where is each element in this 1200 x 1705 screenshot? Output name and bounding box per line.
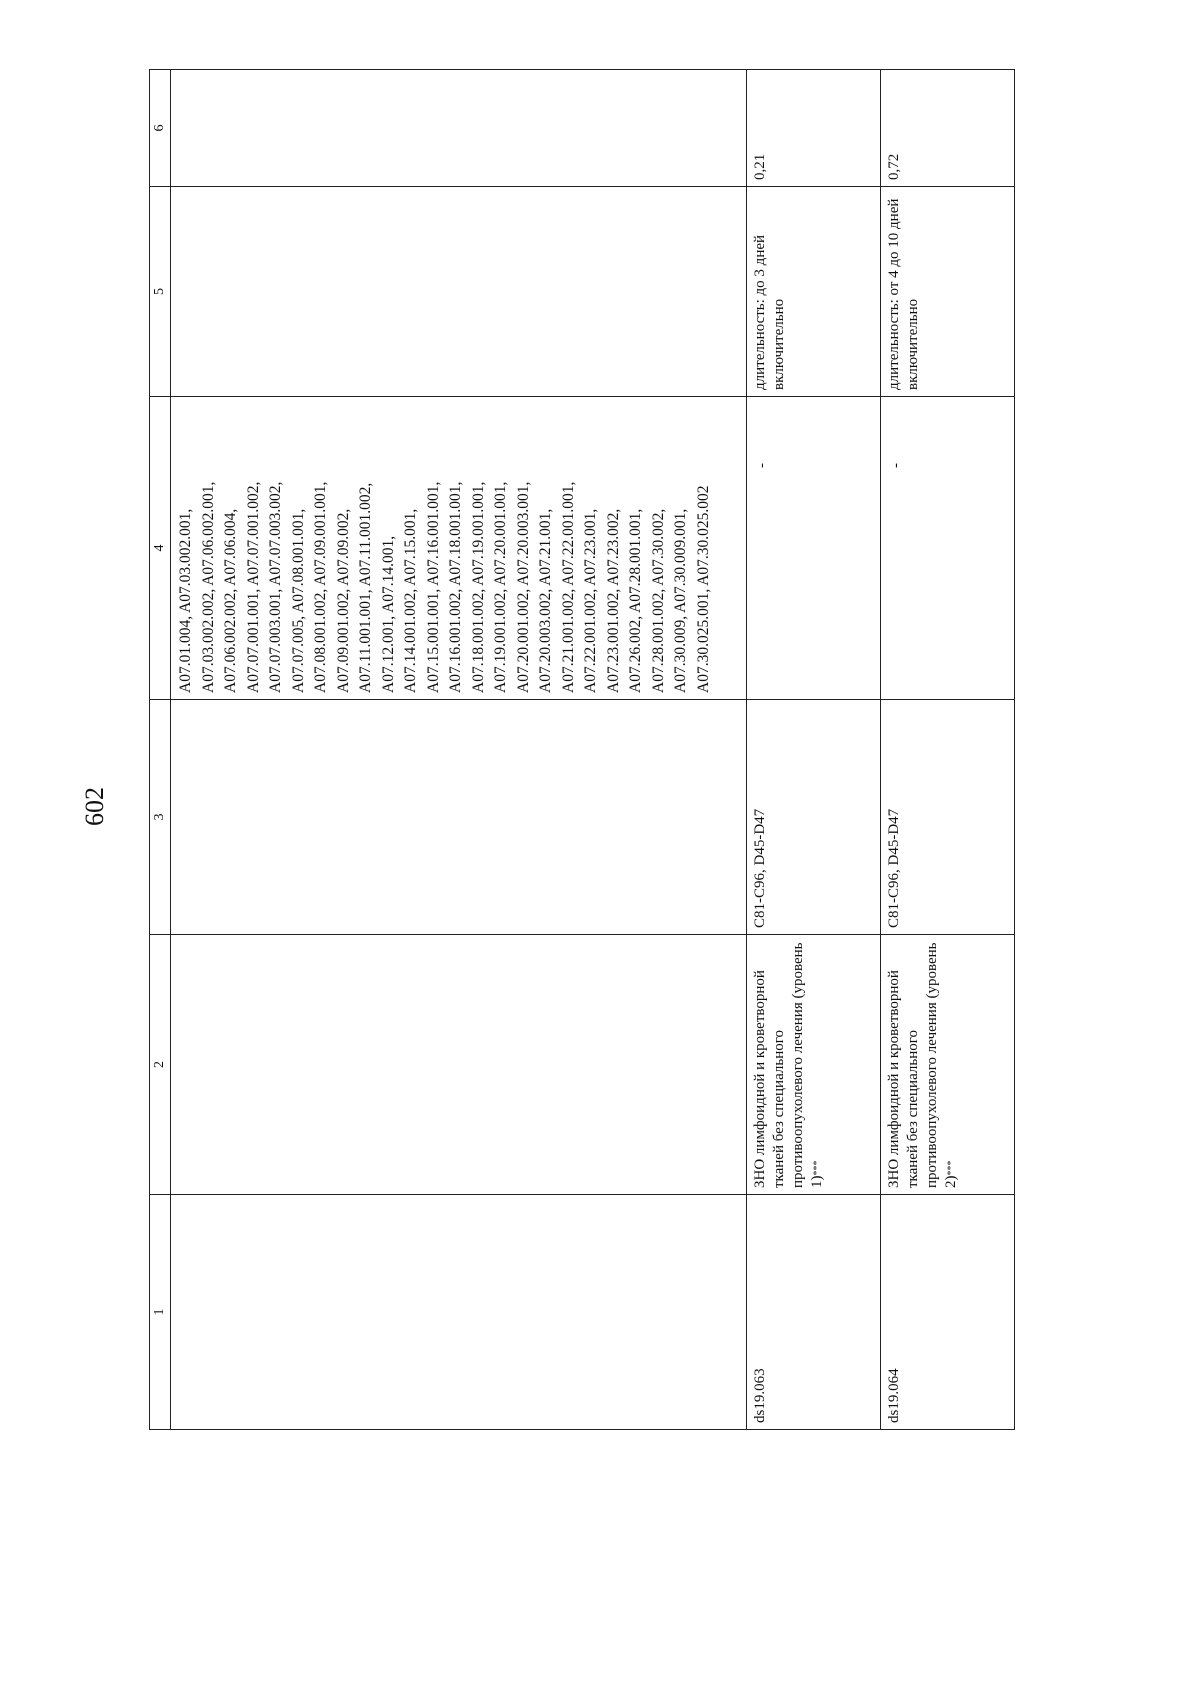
table-cell bbox=[171, 935, 747, 1195]
code-line: A07.22.001.002, A07.23.001, bbox=[582, 508, 599, 693]
code-line: A07.21.001.002, A07.22.001.001, bbox=[559, 481, 577, 693]
group-name-cell bbox=[881, 935, 1015, 1195]
coefficient-cell: 0,21 bbox=[747, 70, 881, 187]
code-line: A07.11.001.001, A07.11.001.002, bbox=[357, 482, 374, 693]
group-name: ЗНО лимфоидной и кроветворной тканей без специального противоопухолевого лечения (уровень 1) bbox=[752, 942, 825, 1188]
code-line: A07.30.009, A07.30.009.001, bbox=[672, 508, 689, 693]
code-line: A07.06.002.002, A07.06.004, bbox=[222, 508, 239, 693]
code-line: A07.26.002, A07.28.001.001, bbox=[627, 508, 644, 693]
code-line: A07.14.001.002, A07.15.001, bbox=[402, 508, 419, 693]
code-line: A07.09.001.002, A07.09.002, bbox=[334, 508, 352, 693]
header-cell: 1 bbox=[150, 1195, 171, 1430]
table-row bbox=[171, 70, 747, 1430]
header-cell: 3 bbox=[150, 700, 171, 935]
code-line: A07.08.001.002, A07.09.001.001, bbox=[312, 481, 329, 693]
group-code-cell: ds19.063 bbox=[747, 1195, 881, 1430]
group-name-cell bbox=[747, 935, 881, 1195]
code-line: A07.07.005, A07.08.001.001, bbox=[289, 508, 307, 693]
table-cell bbox=[171, 1195, 747, 1430]
header-cell: 6 bbox=[150, 70, 171, 187]
code-line: A07.23.001.002, A07.23.002, bbox=[604, 508, 622, 693]
code-line: A07.03.002.002, A07.06.002.001, bbox=[199, 481, 217, 693]
services-cell bbox=[747, 397, 881, 700]
code-line: A07.07.003.001, A07.07.003.002, bbox=[267, 481, 284, 693]
code-line: A07.01.004, A07.03.002.001, bbox=[177, 508, 194, 693]
table-row bbox=[881, 70, 1015, 1430]
code-line: A07.30.025.001, A07.30.025.002 bbox=[694, 485, 712, 693]
mkb-codes-cell: C81-C96, D45-D47 bbox=[881, 700, 1015, 935]
footnote-mark: *** bbox=[812, 1160, 823, 1176]
group-code-cell: ds19.064 bbox=[881, 1195, 1015, 1430]
header-row bbox=[150, 70, 171, 1430]
code-line: A07.07.001.001, A07.07.001.002, bbox=[244, 481, 262, 693]
criteria-cell: длительность: до 3 дней включительно bbox=[747, 187, 881, 397]
mkb-codes-cell: C81-C96, D45-D47 bbox=[747, 700, 881, 935]
header-cell: 4 bbox=[150, 397, 171, 700]
table-cell bbox=[171, 187, 747, 397]
group-name: ЗНО лимфоидной и кроветворной тканей без специального противоопухолевого лечения (уровень 2) bbox=[886, 942, 959, 1188]
criteria-cell: длительность: от 4 до 10 дней включительно bbox=[881, 187, 1015, 397]
header-cell: 2 bbox=[150, 935, 171, 1195]
code-line: A07.15.001.001, A07.16.001.001, bbox=[424, 481, 442, 693]
code-line: A07.16.001.002, A07.18.001.001, bbox=[447, 481, 464, 693]
table-row bbox=[747, 70, 881, 1430]
services-value: - bbox=[888, 463, 904, 468]
code-line: A07.20.003.002, A07.21.001, bbox=[537, 508, 554, 693]
code-line: A07.18.001.002, A07.19.001.001, bbox=[469, 481, 487, 693]
rotated-table-container bbox=[149, 70, 1039, 1430]
page-number: 602 bbox=[80, 787, 109, 826]
header-cell: 5 bbox=[150, 187, 171, 397]
code-line: A07.19.001.002, A07.20.001.001, bbox=[492, 481, 509, 693]
coefficient-cell: 0,72 bbox=[881, 70, 1015, 187]
code-line: A07.20.001.002, A07.20.003.001, bbox=[514, 481, 532, 693]
table-cell bbox=[171, 700, 747, 935]
services-value: - bbox=[754, 463, 770, 468]
footnote-mark: *** bbox=[946, 1160, 957, 1176]
table-cell bbox=[171, 70, 747, 187]
services-cell bbox=[881, 397, 1015, 700]
code-line: A07.28.001.002, A07.30.002, bbox=[649, 508, 667, 693]
tariff-table bbox=[149, 69, 1015, 1430]
service-codes-cell bbox=[171, 397, 747, 700]
code-line: A07.12.001, A07.14.001, bbox=[379, 535, 397, 693]
